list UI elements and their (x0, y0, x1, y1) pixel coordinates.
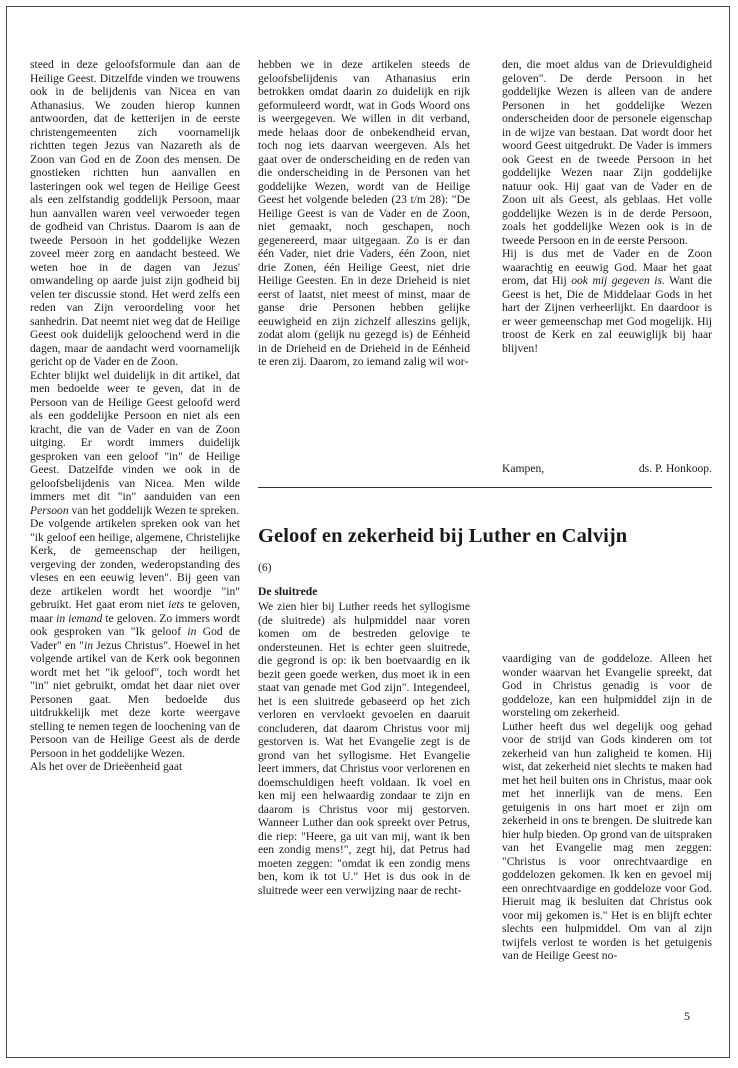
emphasis: ook mij gegeven is. (571, 274, 665, 287)
article2-paragraph-3: Luther heeft dus wel degelijk oog gehad voor de strijd van Gods kinderen om tot zekerheid van hun zaligheid te komen. Hij wist, dat zekerheid niet slechts te maken had met het heil buiten ons in Christus, maar ook met het innerlijk van de mens. Een getuigenis in ons hart moet er zijn om zekerheid in ons te brengen. De sluitrede kan hier hulp bieden. Op grond van de uitspraken van het Evangelie mag men zeggen: "Christus is voor onrechtvaardige en goddelozen gekomen. Ik ken en gevoel mij een onrechtvaardige en goddeloze voor God. Hieruit mag ik besluiten dat Christus ook voor mij gekomen is." Het is en blijft echter slechts een hulpmiddel. Om van al zijn twijfels verlost te worden is het getuigenis van de Heilige Geest no- (502, 719, 712, 962)
text-run: De volgende artikelen spreken ook van het "ik geloof een heilige, algemene, Christelijke Kerk, de gemeenschap der heiligen, vergeving der zonden, wederopstanding des vleses en een eeuwig leven". Bij geen van deze artikelen wordt het woordje "in" gebruikt. Het gaat erom niet (30, 517, 240, 611)
emphasis: in (187, 625, 197, 638)
text-run: Hij is dus met de Vader en de Zoon waarachtig en eeuwig God. Maar het gaat erom, dat Hij (502, 247, 712, 287)
col1-paragraph-2 (30, 369, 240, 518)
text-run: van het goddelijk Wezen te spreken. (68, 503, 240, 517)
text-run: te geloven. Zo immers wordt ook gesproken van "Ik geloof (30, 611, 240, 638)
signature-city: Kampen, (502, 462, 545, 475)
emphasis: iets (168, 598, 185, 611)
article-number: (6) (258, 561, 272, 574)
text-run: te geloven, maar (30, 598, 240, 625)
article2-column-2 (502, 652, 712, 963)
emphasis: in (83, 638, 94, 652)
text-run: Want die Geest is het, Die de Middelaar Gods in het hart der Zijnen verheerlijkt. En daardoor is er weer gemeenschap met God mogelijk. Hij troost de Kerk en zal eeuwiglijk bij haar blijven! (502, 274, 712, 355)
column-1 (30, 58, 240, 774)
signature-author: ds. P. Honkoop. (638, 462, 712, 475)
col2-paragraph-1: hebben we in deze artikelen steeds de geloofsbelijdenis van Athanasius erin betrokken omdat daarin zo duidelijk en rijk geformuleerd wordt, wat in Gods Woord ons is weergegeven. We willen in dit verband, mede helaas door de onbekendheid ervan, toch nog iets daarvan weergeven. Als het gaat over de onderscheiding en de reden van die onderscheiding in de Personen van het goddelijke Wezen, wordt van de Heilige Geest het volgende beleden (23 t/m 28): "De Heilige Geest is van de Vader en de Zoon, niet gemaakt, noch geschapen, noch gegenereerd, maar uitgegaan. Zo is er dan één Vader, niet drie Vaders, één Zoon, niet drie Zonen, één Heilige Geest, niet drie Heilige Geesten. En in deze Drieheid is niet eerst of laatst, niet meest of minst, maar de ganse drie Personen hebben gelijke eeuwigheid en zijn zichzelf alleszins gelijk, zodat alom (gelijk nu gezegd is) de Eénheid in de Drieheid en de Drieheid in de Eénheid te eren zij. Daarom, zo iemand zalig wil wor- (258, 58, 470, 368)
article2-paragraph-1: We zien hier bij Luther reeds het syllogisme (de sluitrede) als hulpmiddel naar voren komen om de bestreden gelovige te ondersteunen. Het is echter geen sluitrede, die gegrond is op: ik ben boetvaardig en ik bezit geen goede werken, dus moet ik in een staat van genade met God zijn". Integendeel, het is een sluitrede gebaseerd op het zich verloren en vervloekt gevoelen en daaruit concluderen, dat daarom Christus voor mij gestorven is. Wat het Evangelie zegt is de grond van het syllogisme. Het Evangelie leert immers, dat Christus voor verlorenen en doemschuldigen heeft voldaan. Ik voel en ken mij een helwaardig zondaar te zijn en daarom is Christus voor mij gestorven. Wanneer Luther dan ook spreekt over Petrus, die riep: "Heere, ga uit van mij, want ik ben een zondig mens!", zegt hij, dat Petrus had moeten zeggen: "omdat ik een zondig mens ben, kom ik tot U." Het is dus ook in de sluitrede weer een verwijzing naar de recht- (258, 600, 470, 897)
text-run: Jezus Christus". Hoewel in het volgende artikel van de Kerk ook begonnen wordt met het "ik geloof", toch wordt het "in" niet gebruikt, omdat het daar niet over Personen gaat. Men bedoelde dus uitdrukkelijk met deze korte weergave stelling te nemen tegen de loochening van de Persoon van de Heilige Geest als de derde Persoon in het goddelijke Wezen. (30, 638, 240, 760)
article2-column-1 (258, 600, 470, 897)
signature (502, 462, 712, 475)
article-title: Geloof en zekerheid bij Luther en Calvijn (258, 525, 628, 547)
column-3 (502, 58, 712, 355)
emphasis: in iemand (56, 611, 103, 625)
emphasis: Persoon (30, 503, 69, 517)
col3-paragraph-2 (502, 247, 712, 355)
column-2 (258, 58, 470, 369)
col1-paragraph-4: Als het over de Drieëenheid gaat (30, 760, 183, 773)
text-run: Echter blijkt wel duidelijk in dit artikel, dat men bedoelde weer te geven, dat in de Persoon van de Heilige Geest geloofd werd als een goddelijke Persoon en niet als een kracht, die van de Vader en van de Zoon uitging. Er wordt immers duidelijk gesproken van een geloof "in" de Heilige Geest. Datzelfde vinden we ook in de geloofsbelijdenis van Nicea. Men wilde immers met dit "in" aanduiden van een (30, 368, 240, 503)
page-number: 5 (684, 1009, 690, 1023)
section-divider (258, 487, 712, 488)
col1-paragraph-3 (30, 517, 240, 760)
text-run: God de Vader" en " (30, 625, 240, 652)
col3-paragraph-1: den, die moet aldus van de Drievuldigheid geloven". De derde Persoon in het goddelijke Wezen is alleen van de andere Personen in het goddelijke Wezen onderscheiden door de personele eigenschap in de wijze van bestaan. Dat wordt door het woord Geest uitgedrukt. De Vader is immers ook Geest en de tweede Persoon in het goddelijke Wezen naar Zijn goddelijke natuur ook. Hij gaat van de Vader en de Zoon uit als Geest, als geblaas. Het volle goddelijke Wezen is in de derde Persoon, zoals het goddelijke Wezen ook is in de tweede Persoon en in de eerste Persoon. (502, 58, 712, 247)
section-subheading: De sluitrede (258, 585, 318, 598)
article2-paragraph-2: vaardiging van de goddeloze. Alleen het wonder waarvan het Evangelie spreekt, dat God in Christus genadig is voor de goddeloze, kan een hulpmiddel zijn in de worsteling om zekerheid. (502, 652, 712, 719)
col1-paragraph-1: steed in deze geloofsformule dan aan de Heilige Geest. Ditzelfde vinden we trouwens ook in de belijdenis van Nicea en van Athanasius. We zouden hierop kunnen antwoorden, dat de ketterijen in de eerste christengemeenten zich voornamelijk richtten tegen Jezus van Nazareth als de Zoon van God en de Zoon des mensen. De gnostieken richtten hun aanvallen en lasteringen ook wel tegen de Heilige Geest als een zelfstandig goddelijk Persoon, maar hun aanvallen waren veel verwoeder tegen de godheid van Christus. Daarom is aan de tweede Persoon in het goddelijke Wezen zoveel meer zorg en aandacht besteed. We weten hoe in de dagen van Jezus' omwandeling op aarde juist zijn godheid bij velen ter discussie stond. Het werd zelfs een reden van Zijn veroordeling voor het sanhedrin. Dat neemt niet weg dat de Heilige Geest ook duidelijk geloochend werd in die dagen, maar de aandacht werd voornamelijk gericht op de Vader en de Zoon. (30, 58, 240, 368)
